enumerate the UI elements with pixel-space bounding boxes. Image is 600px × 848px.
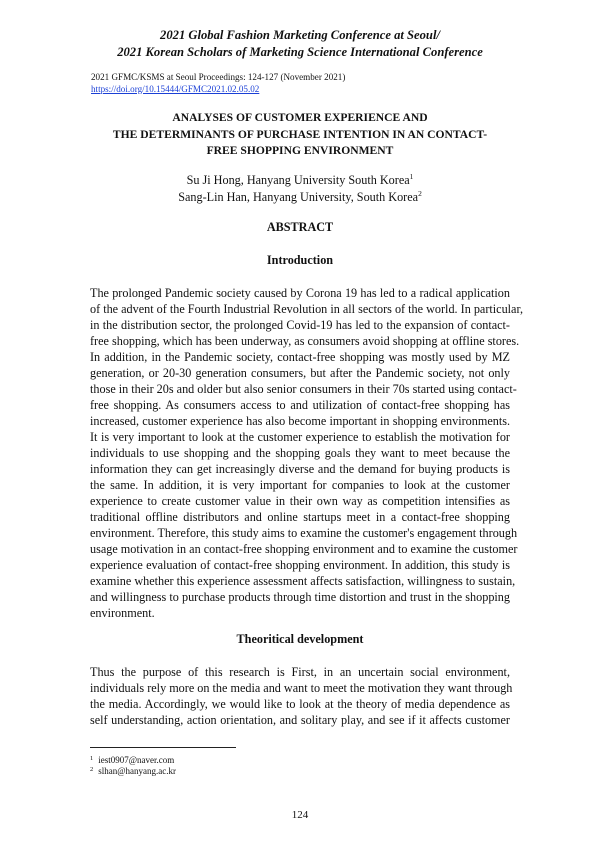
paragraph-line: traditional offline distributors and online startups meet in a contact-free shopping [90,510,510,524]
conference-line-1: 2021 Global Fashion Marketing Conference at Seoul/ [160,28,440,42]
introduction-heading: Introduction [266,253,334,267]
title-line: THE DETERMINANTS OF PURCHASE INTENTION IN AN CONTACT- [112,127,488,141]
paragraph-line: free shopping, which has been underway, as consumers avoid shopping at offline stores. [90,334,520,348]
paragraph-line: individuals rely more on the media and want to meet the motivation they want through [90,681,513,695]
title-line: ANALYSES OF CUSTOMER EXPERIENCE AND [172,111,428,124]
proceedings-info [91,72,345,95]
paragraph-line: information they can get increasingly diverse and the demand for buying products is [90,462,510,476]
paragraph-line: of the advent of the Fourth Industrial Revolution in all sectors of the world. In particular, [90,302,524,316]
paragraph-line: in the distribution sector, the prolonged Covid-19 has led to the expansion of contact- [90,318,510,332]
paragraph-line: experience to create customer value in their own way as competition intensifies as [90,494,510,508]
paragraph-line: the same. In addition, it is very important for companies to look at the customer [90,478,510,492]
proceedings-citation: 2021 GFMC/KSMS at Seoul Proceedings: 124-127 (November 2021) [91,72,346,82]
author-name: Su Ji Hong, Hanyang University South Korea [186,173,410,187]
paragraph-line: examine whether this experience assessment affects satisfaction, willingness to sustain, [90,574,516,588]
conference-line-2: 2021 Korean Scholars of Marketing Science International Conference [117,45,483,59]
author-name: Sang-Lin Han, Hanyang University, South Korea [178,190,419,204]
paper-title [60,110,540,160]
footnote-email: iest0907@naver.com [98,755,175,765]
paragraph-line: free shopping. As consumers access to and utilization of contact-free shopping has [90,398,510,412]
author-footnote-mark: 2 [418,189,422,198]
paragraph-line: It is very important to look at the customer experience to establish the motivation for [90,430,510,444]
paragraph-line: those in their 20s and older but also senior consumers in their 70s started using contact- [90,382,517,396]
footnote [90,755,174,766]
paragraph-line: environment. Therefore, this study aims to examine the customer's engagement through [90,526,518,540]
abstract-heading: ABSTRACT [266,220,334,234]
author-footnote-mark: 1 [409,172,414,181]
author-line [60,172,540,189]
paragraph-line: and willingness to purchase products through time distortion and trust in the shopping [90,590,510,604]
paragraph-line: Thus the purpose of this research is First, in an uncertain social environment, [90,665,510,679]
page-number: 124 [291,809,309,821]
paragraph-line: The prolonged Pandemic society caused by Corona 19 has led to a radical application [90,286,510,300]
conference-header [0,27,600,61]
footnote-mark: 2 [90,766,94,773]
paragraph-line: In addition, in the Pandemic society, contact-free shopping was mostly used by MZ [90,350,510,364]
footnote [90,766,176,777]
author-line [60,189,540,206]
title-line: FREE SHOPPING ENVIRONMENT [206,144,394,158]
footnote-mark: 1 [90,755,94,762]
paragraph-line: experience evaluation of contact-free shopping environment. In addition, this study is [90,558,510,572]
author-list [60,172,540,206]
paragraph-line: self understanding, action orientation, and solitary play, and see if it affects customer [90,713,510,727]
footnote-divider [90,747,236,748]
doi-link[interactable]: https://doi.org/10.15444/GFMC2021.02.05.02 [91,83,260,94]
paragraph-line: the media. Accordingly, we would like to look at the theory of media dependence as [90,697,510,711]
footnote-email: slhan@hanyang.ac.kr [98,766,177,776]
theoretical-heading: Theoritical development [236,632,364,646]
paragraph-line: increased, customer experience has also become important in shopping environments. [90,414,510,428]
paragraph-line: generation, or 20-30 generation consumers, but after the Pandemic society, not only [90,366,510,380]
paragraph-line: individuals to use shopping and the shopping goals they want to meet because the [90,446,510,460]
paragraph-line: usage motivation in an contact-free shopping environment and to examine the customer [90,542,518,556]
paragraph-line: environment. [90,606,155,620]
